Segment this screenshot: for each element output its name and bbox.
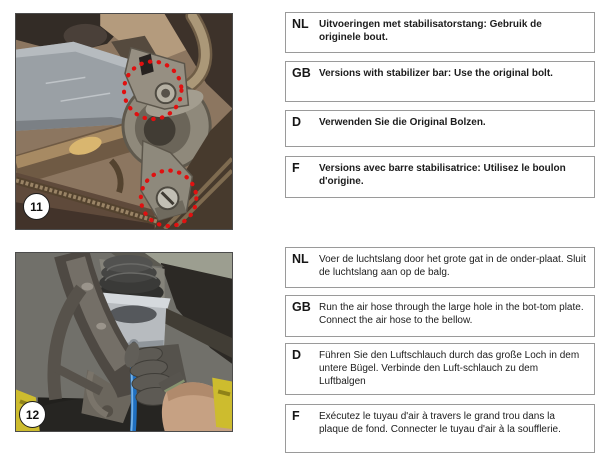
language-code: NL xyxy=(292,252,309,266)
instruction-text: Verwenden Sie die Original Bolzen. xyxy=(319,117,486,128)
step-number: 11 xyxy=(30,199,43,214)
instruction-box-12-f xyxy=(285,404,595,453)
language-code: NL xyxy=(292,17,309,31)
instruction-text: Exécutez le tuyau d'air à travers le grand trou dans la plaque de fond. Connecter le tuyau d'air à la soufflerie. xyxy=(319,411,561,435)
instruction-text: Versions avec barre stabilisatrice: Utilisez le boulon d'origine. xyxy=(319,163,566,187)
underbody-stabilizer-photo xyxy=(16,14,232,229)
instruction-box-12-nl xyxy=(285,247,595,288)
instruction-box-11-f xyxy=(285,156,595,198)
instruction-box-11-d xyxy=(285,110,595,147)
instruction-text: Uitvoeringen met stabilisatorstang: Gebruik de originele bout. xyxy=(319,19,542,43)
instruction-box-12-gb xyxy=(285,295,595,337)
instruction-box-11-nl xyxy=(285,12,595,53)
language-code: D xyxy=(292,348,302,362)
language-code: F xyxy=(292,409,300,423)
air-hose-install-photo xyxy=(16,253,232,431)
instruction-text: Versions with stabilizer bar: Use the original bolt. xyxy=(319,68,553,79)
step-photo-11 xyxy=(15,13,233,230)
instruction-text: Führen Sie den Luftschlauch durch das große Loch in dem untere Bügel. Verbinde den Luft-schlauch zu dem Luftbalgen xyxy=(319,350,580,387)
step-number-badge xyxy=(19,401,46,428)
language-code: D xyxy=(292,115,302,129)
language-code: GB xyxy=(292,300,311,314)
instruction-text: Voer de luchtslang door het grote gat in de onder-plaat. Sluit de luchtslang aan op de balg. xyxy=(319,254,586,278)
step-photo-12 xyxy=(15,252,233,432)
step-number: 12 xyxy=(25,407,40,422)
step-number-badge xyxy=(23,193,50,220)
language-code: GB xyxy=(292,66,311,80)
language-code: F xyxy=(292,161,300,175)
instruction-box-11-gb xyxy=(285,61,595,102)
instruction-text: Run the air hose through the large hole in the bot-tom plate. Connect the air hose to the bellow. xyxy=(319,302,584,326)
instruction-box-12-d xyxy=(285,343,595,395)
